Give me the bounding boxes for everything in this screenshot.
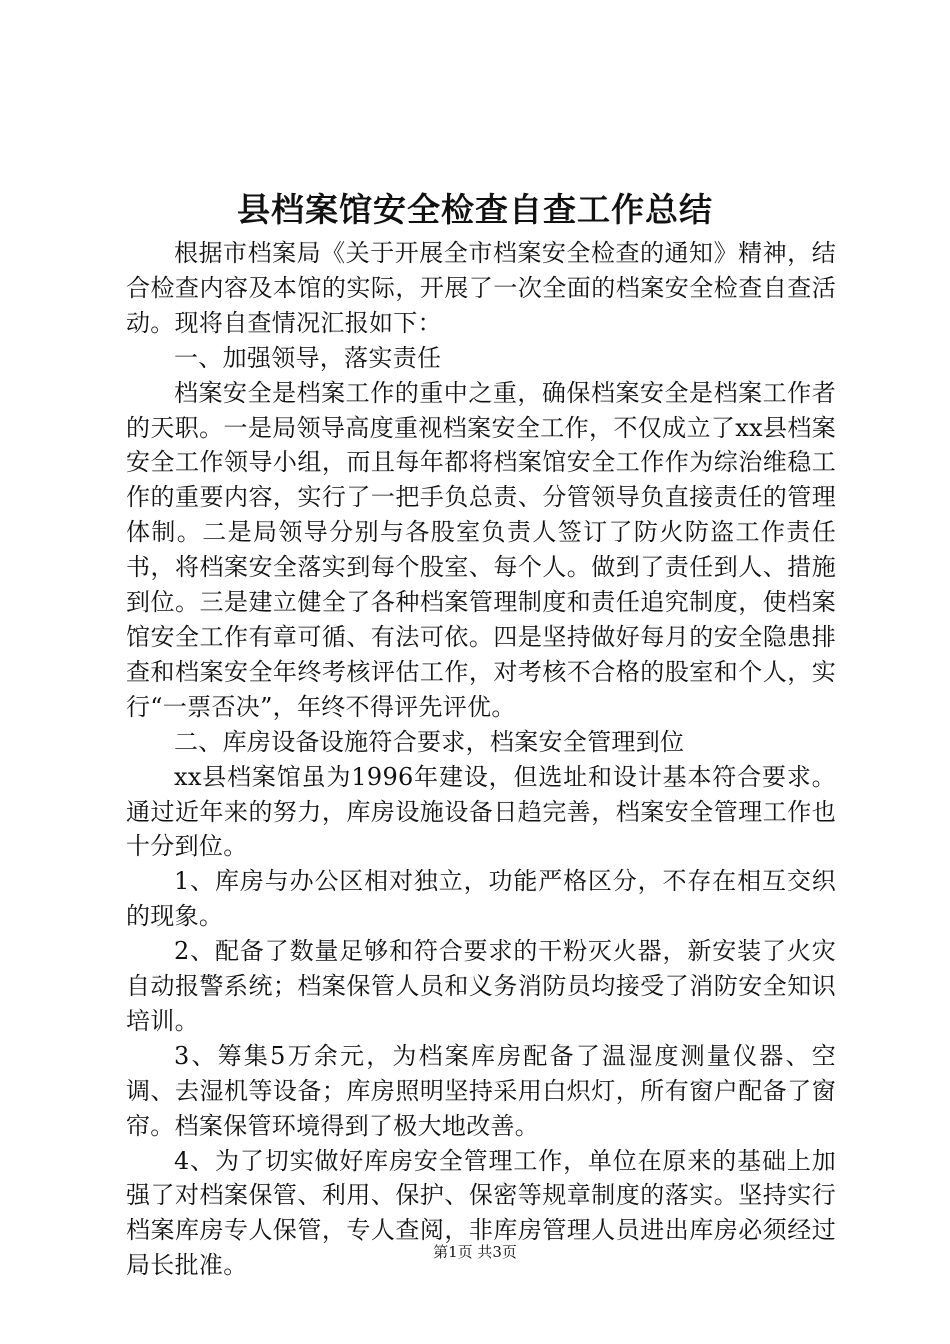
- list-item-2: 2、配备了数量足够和符合要求的干粉灭火器，新安装了火灾自动报警系统；档案保管人员和义务消防员均接受了消防安全知识培训。: [126, 937, 836, 1035]
- section-heading-2: 二、库房设备设施符合要求，档案安全管理到位: [174, 727, 685, 756]
- list-item-3: 3、筹集5万余元，为档案库房配备了温湿度测量仪器、空调、去湿机等设备；库房照明坚持采用白炽灯，所有窗户配备了窗帘。档案保管环境得到了极大地改善。: [126, 1041, 836, 1140]
- document-title: 县档案馆安全检查自查工作总结: [237, 190, 713, 229]
- paragraph-intro: 根据市档案局《关于开展全市档案安全检查的通知》精神，结合检查内容及本馆的实际，开展了一次全面的档案安全检查自查活动。现将自查情况汇报如下：: [126, 239, 836, 337]
- section-heading-1: 一、加强领导，落实责任: [174, 343, 442, 372]
- page-footer: 第1页 共3页: [433, 1243, 517, 1261]
- list-item-4: 4、为了切实做好库房安全管理工作，单位在原来的基础上加强了对档案保管、利用、保护、保密等规章制度的落实。坚持实行档案库房专人保管，专人查阅，非库房管理人员进出库房必须经过局长批准。: [126, 1146, 836, 1280]
- document-body: [126, 236, 836, 1283]
- list-item-1: 1、库房与办公区相对独立，功能严格区分，不存在相互交织的现象。: [126, 867, 836, 931]
- paragraph-section-2: xx县档案馆虽为1996年建设，但选址和设计基本符合要求。通过近年来的努力，库房设施设备日趋完善，档案安全管理工作也十分到位。: [126, 762, 836, 861]
- paragraph-section-1: 档案安全是档案工作的重中之重，确保档案安全是档案工作者的天职。一是局领导高度重视档案安全工作，不仅成立了xx县档案安全工作领导小组，而且每年都将档案馆安全工作作为综治维稳工作的重要内容，实行了一把手负总责、分管领导负直接责任的管理体制。二是局领导分别与各股室负责人签订了防火防盗工作责任书，将档案安全落实到每个股室、每个人。做到了责任到人、措施到位。三是建立健全了各种档案管理制度和责任追究制度，使档案馆安全工作有章可循、有法可依。四是坚持做好每月的安全隐患排查和档案安全年终考核评估工作，对考核不合格的股室和个人，实行“一票否决”，年终不得评先评优。: [126, 378, 836, 721]
